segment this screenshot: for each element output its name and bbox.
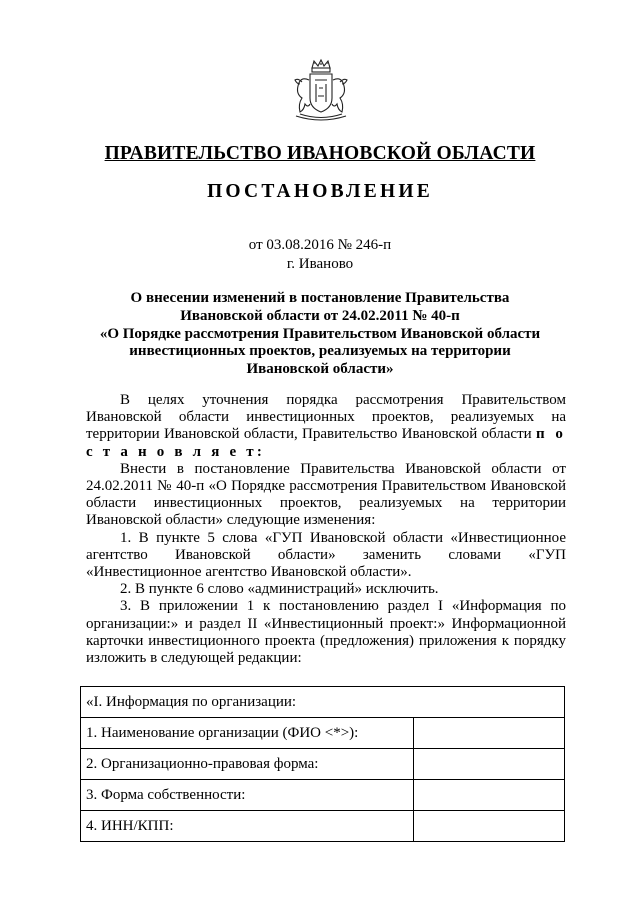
document-subject <box>90 290 550 379</box>
table-section-header: «I. Информация по организации: <box>81 687 565 718</box>
item-1-paragraph: 1. В пункте 5 слова «ГУП Ивановской области «Инвестиционное агентство Ивановской области» заменить словами «ГУП «Инвестиционное агентство Ивановской области». <box>86 529 566 581</box>
coat-of-arms-icon <box>290 58 352 124</box>
date-number: от 03.08.2016 № 246-п <box>248 237 392 253</box>
decree-word: п о с т а н о в л я е т <box>86 426 567 460</box>
document-type-title: ПОСТАНОВЛЕНИЕ <box>207 181 433 202</box>
table-row-label: 1. Наименование организации (ФИО <*>): <box>81 718 414 749</box>
table-section-header-row <box>81 687 565 718</box>
preamble-paragraph <box>86 392 566 461</box>
subject-line: О внесении изменений в постановление Правительства <box>130 290 510 306</box>
decree-colon: : <box>256 443 262 460</box>
organization-title: ПРАВИТЕЛЬСТВО ИВАНОВСКОЙ ОБЛАСТИ <box>104 143 536 164</box>
preamble-text: В целях уточнения порядка рассмотрения Правительством Ивановской области инвестиционных проектов, реализуемых на территории Ивановской области, Правительство Ивановской области <box>86 392 566 443</box>
organization-info-table <box>80 686 565 842</box>
table-row <box>81 749 565 780</box>
subject-line: инвестиционных проектов, реализуемых на территории <box>129 343 511 360</box>
table-row-label: 2. Организационно-правовая форма: <box>81 749 414 780</box>
table-row-label: 3. Форма собственности: <box>81 780 414 811</box>
intro-paragraph: Внести в постановление Правительства Ивановской области от 24.02.2011 № 40-п «О Порядке рассмотрения Правительством Ивановской области инвестиционных проектов, реализуемых на территории Ивановской области» следующие изменения: <box>86 460 566 529</box>
table-row-label: 4. ИНН/КПП: <box>81 811 414 842</box>
table-row <box>81 718 565 749</box>
table-row <box>81 780 565 811</box>
table-row-value <box>414 749 565 780</box>
subject-line: Ивановской области» <box>246 361 394 378</box>
subject-line: Ивановской области от 24.02.2011 № 40-п <box>180 307 460 324</box>
table-row-value <box>414 718 565 749</box>
table-row-value <box>414 811 565 842</box>
subject-line: «О Порядке рассмотрения Правительством Ивановской области <box>99 325 541 342</box>
table-row <box>81 811 565 842</box>
document-body <box>86 392 566 667</box>
item-2-paragraph: 2. В пункте 6 слово «администраций» исключить. <box>120 581 439 598</box>
city: г. Иваново <box>286 256 354 272</box>
item-3-paragraph: 3. В приложении 1 к постановлению раздел I «Информация по организации:» и раздел II «Инвестиционный проект:» Информационной карточки инвестиционного проекта (предложения) приложения к порядку изложить в следующей редакции: <box>86 598 566 667</box>
table-row-value <box>414 780 565 811</box>
